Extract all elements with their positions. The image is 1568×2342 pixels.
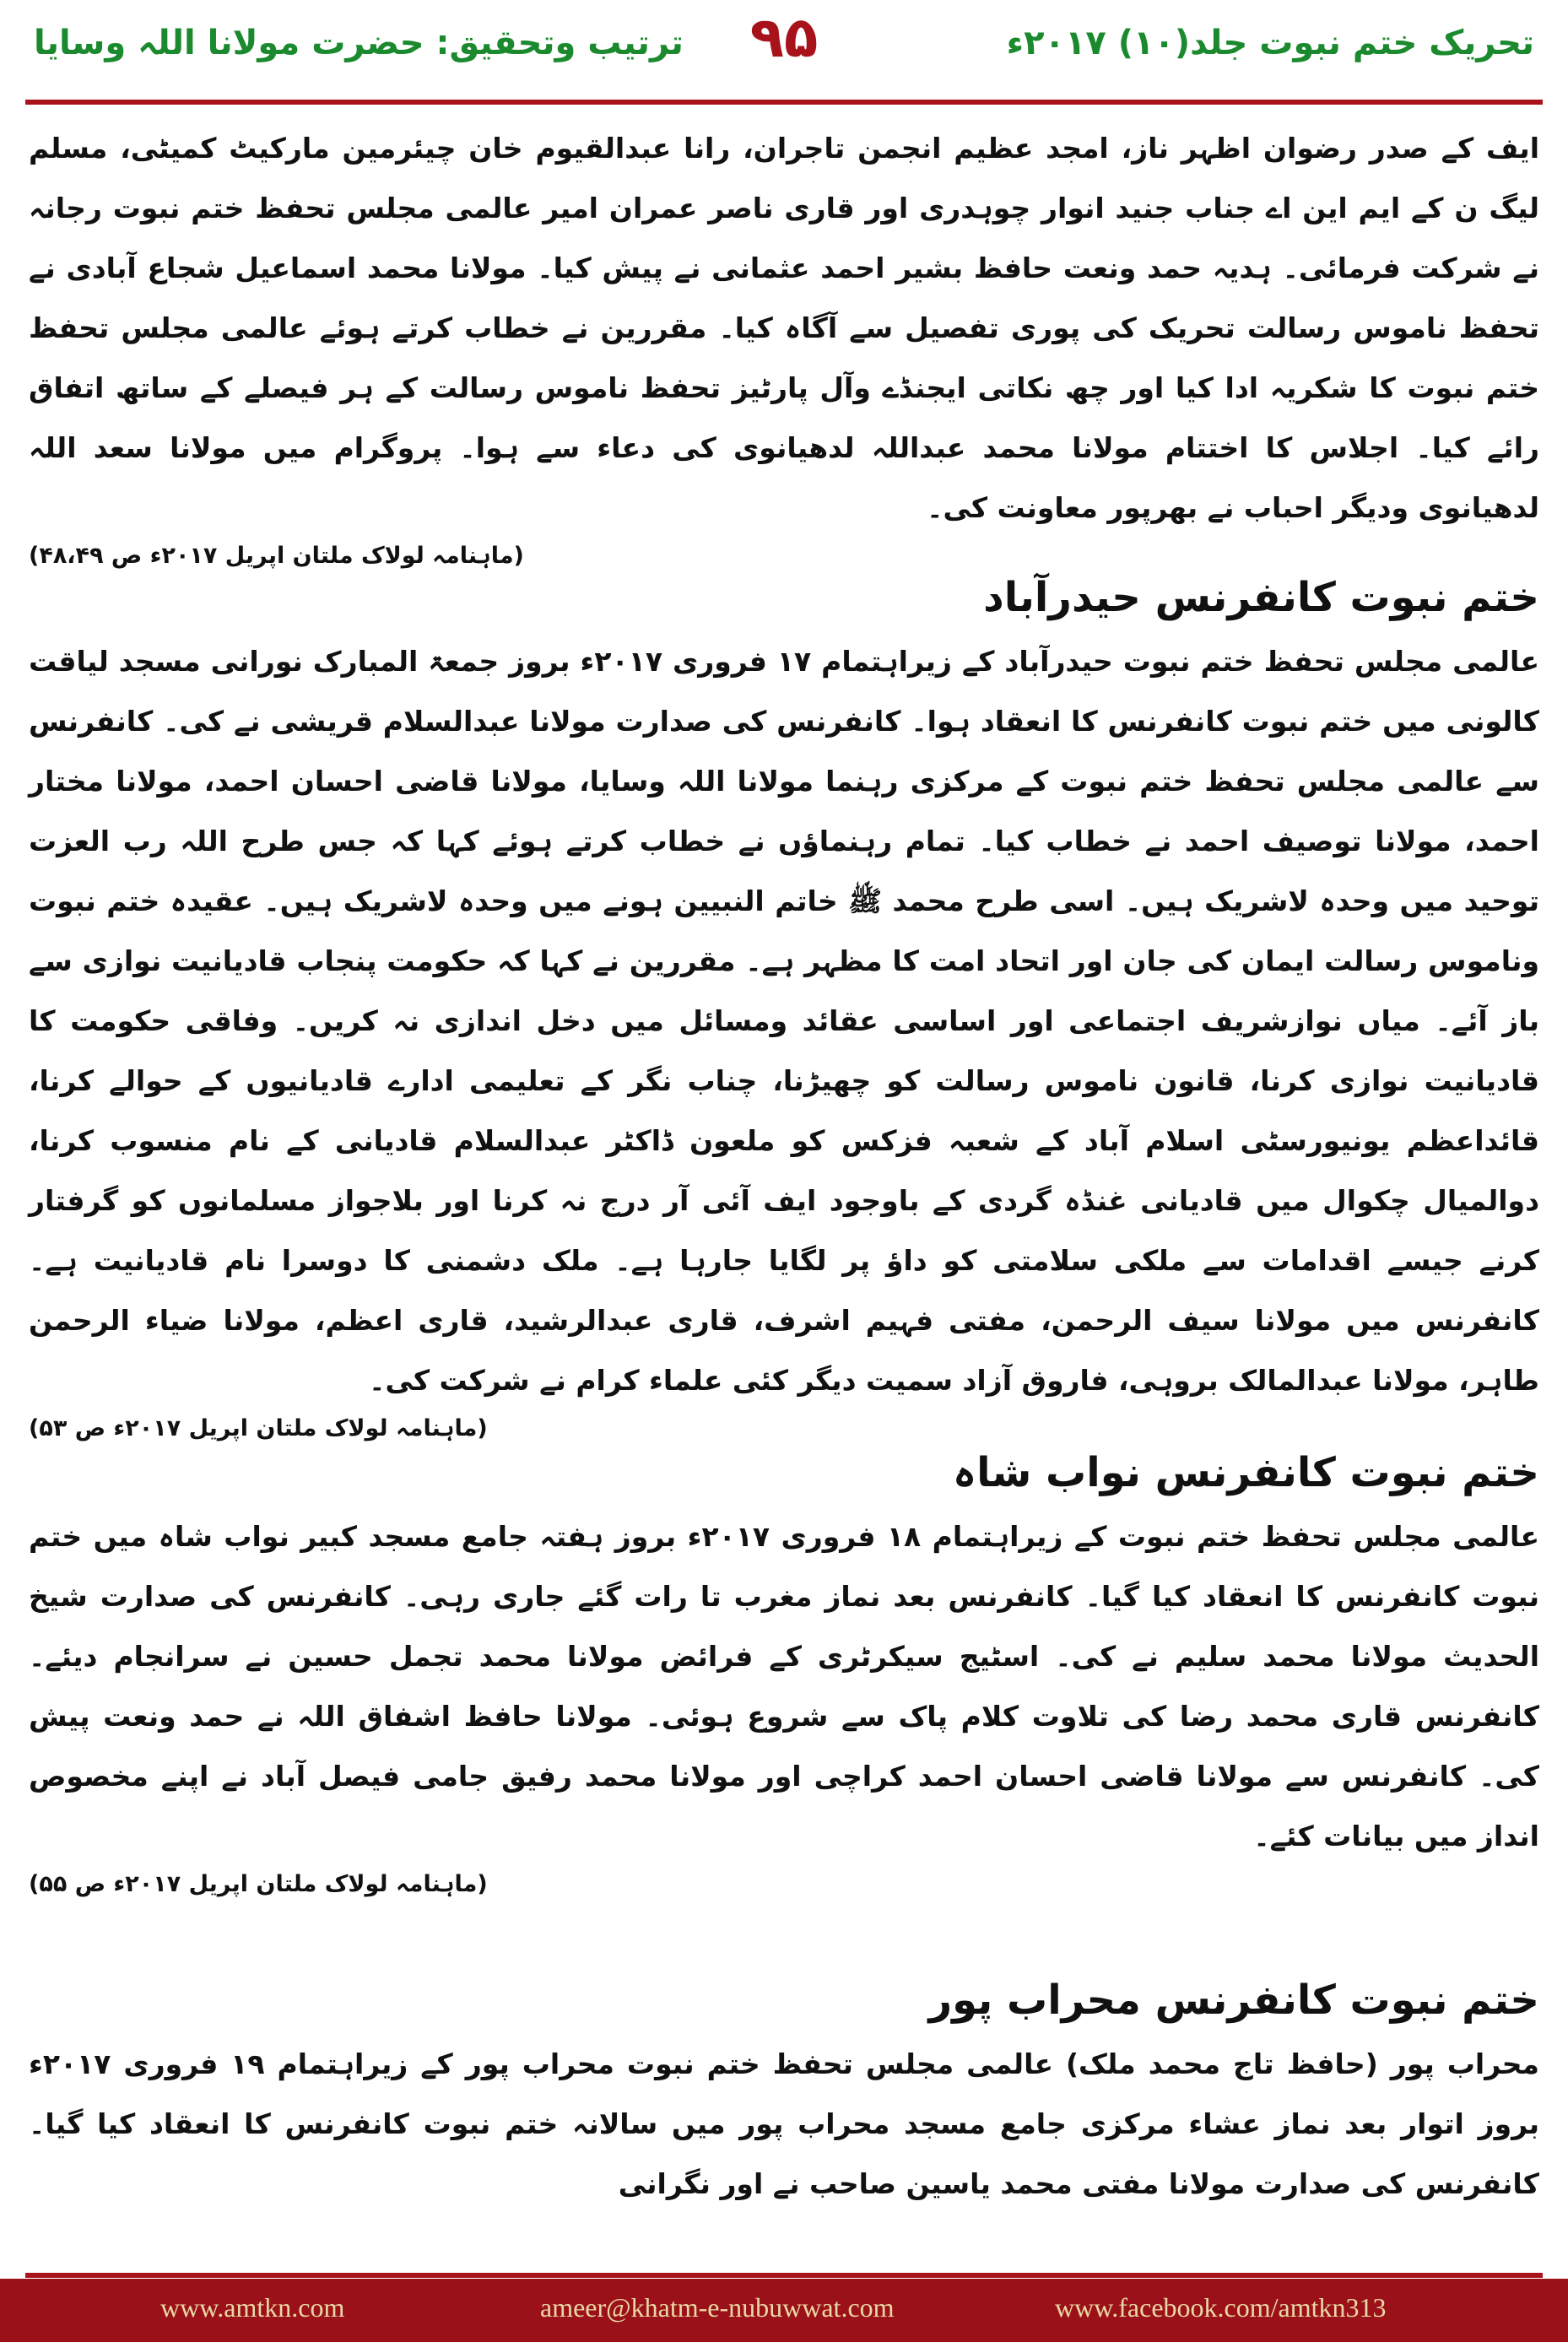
header-book-title: تحریک ختم نبوت جلد(۱۰) ۲۰۱۷ء <box>1006 24 1534 62</box>
header-divider <box>25 100 1543 105</box>
footer-facebook-link[interactable]: www.facebook.com/amtkn313 <box>1055 2292 1387 2323</box>
page-footer <box>0 2279 1568 2342</box>
section-3-citation: (ماہنامہ لولاک ملتان اپریل ۲۰۱۷ء ص ۵۵) <box>29 1871 488 1897</box>
section-4 <box>29 1966 1539 2214</box>
section-2-citation: (ماہنامہ لولاک ملتان اپریل ۲۰۱۷ء ص ۵۳) <box>29 1415 488 1441</box>
section-4-heading: ختم نبوت کانفرنس محراب پور <box>928 1977 1539 2024</box>
section-2-paragraph: عالمی مجلس تحفظ ختم نبوت حیدرآباد کے زیراہتمام ۱۷ فروری ۲۰۱۷ء بروز جمعۃ المبارک نورانی مسجد لیاقت کالونی میں ختم نبوت کانفرنس کا انعقاد ہوا۔ کانفرنس کی صدارت مولانا عبدالسلام قریشی نے کی۔ کانفرنس سے عالمی مجلس تحفظ ختم نبوت کے مرکزی رہنما مولانا اللہ وسایا، مولانا قاضی احسان احمد، مولانا مختار احمد، مولانا توصیف احمد نے خطاب کیا۔ تمام رہنماؤں نے خطاب کرتے ہوئے کہا کہ جس طرح اللہ رب العزت توحید میں وحدہ لاشریک ہیں۔ اسی طرح محمد ﷺ خاتم النبیین ہونے میں وحدہ لاشریک ہیں۔ عقیدہ ختم نبوت وناموس رسالت ایمان کی جان اور اتحاد امت کا مظہر ہے۔ مقررین نے کہا کہ حکومت پنجاب قادیانیت نوازی سے باز آئے۔ میاں نوازشریف اجتماعی اور اساسی عقائد ومسائل میں دخل اندازی نہ کریں۔ وفاقی حکومت کا قادیانیت نوازی کرنا، قانون ناموس رسالت کو چھیڑنا، چناب نگر کے تعلیمی ادارے قادیانیوں کے حوالے کرنا، قائداعظم یونیورسٹی اسلام آباد کے شعبہ فزکس کو ملعون ڈاکٹر عبدالسلام قادیانی کے نام منسوب کرنا، دوالمیال چکوال میں قادیانی غنڈہ گردی کے باوجود ایف آئی آر درج نہ کرنا اور بلاجواز مسلمانوں کو گرفتار کرنے جیسے اقدامات سے ملکی سلامتی کو داؤ پر لگایا جارہا ہے۔ ملک دشمنی کا دوسرا نام قادیانیت ہے۔ کانفرنس میں مولانا سیف الرحمن، مفتی فہیم اشرف، قاری عبدالرشید، قاری اعظم، مولانا ضیاء الرحمن طاہر، مولانا عبدالمالک بروہی، فاروق آزاد سمیت دیگر کئی علماء کرام نے شرکت کی۔ <box>29 645 1539 1397</box>
footer-website-link[interactable]: www.amtkn.com <box>160 2292 345 2323</box>
page-header <box>0 0 1568 93</box>
header-author: ترتیب وتحقیق: حضرت مولانا اللہ وسایا <box>34 24 684 62</box>
section-1-paragraph: ایف کے صدر رضوان اظہر ناز، امجد عظیم انجمن تاجران، رانا عبدالقیوم خان چیئرمین مارکیٹ کمیٹی، مسلم لیگ ن کے ایم این اے جناب جنید انوار چوہدری اور قاری ناصر عمران امیر عالمی مجلس تحفظ ختم نبوت رجانہ نے شرکت فرمائی۔ ہدیہ حمد ونعت حافظ بشیر احمد عثمانی نے پیش کیا۔ مولانا محمد اسماعیل شجاع آبادی نے تحفظ ناموس رسالت تحریک کی پوری تفصیل سے آگاہ کیا۔ مقررین نے خطاب کرتے ہوئے عالمی مجلس تحفظ ختم نبوت کا شکریہ ادا کیا اور چھ نکاتی ایجنڈے وآل پارٹیز تحفظ ناموس رسالت کے ہر فیصلے کے ساتھ اتفاق رائے کیا۔ اجلاس کا اختتام مولانا محمد عبداللہ لدھیانوی کی دعاء سے ہوا۔ پروگرام میں مولانا سعد اللہ لدھیانوی ودیگر احباب نے بھرپور معاونت کی۔ <box>29 132 1539 524</box>
footer-email-link[interactable]: ameer@khatm-e-nubuwwat.com <box>540 2292 895 2323</box>
section-2-heading: ختم نبوت کانفرنس حیدرآباد <box>983 574 1539 621</box>
section-2 <box>29 564 1539 1447</box>
section-3 <box>29 1439 1539 1903</box>
section-1 <box>29 118 1539 575</box>
footer-divider <box>25 2273 1543 2278</box>
section-4-paragraph: محراب پور (حافظ تاج محمد ملک) عالمی مجلس تحفظ ختم نبوت محراب پور کے زیراہتمام ۱۹ فروری ۲۰۱۷ء بروز اتوار بعد نماز عشاء مرکزی جامع مسجد محراب پور میں سالانہ ختم نبوت کانفرنس کا انعقاد کیا گیا۔ کانفرنس کی صدارت مولانا مفتی محمد یاسین صاحب نے اور نگرانی <box>29 2047 1539 2200</box>
section-3-paragraph: عالمی مجلس تحفظ ختم نبوت کے زیراہتمام ۱۸ فروری ۲۰۱۷ء بروز ہفتہ جامع مسجد کبیر نواب شاہ میں ختم نبوت کانفرنس کا انعقاد کیا گیا۔ کانفرنس بعد نماز مغرب تا رات گئے جاری رہی۔ کانفرنس کی صدارت شیخ الحدیث مولانا محمد سلیم نے کی۔ اسٹیج سیکرٹری کے فرائض مولانا محمد تجمل حسین نے سرانجام دیئے۔ کانفرنس قاری محمد رضا کی تلاوت کلام پاک سے شروع ہوئی۔ مولانا حافظ اشفاق اللہ نے حمد ونعت پیش کی۔ کانفرنس سے مولانا قاضی احسان احمد کراچی اور مولانا محمد رفیق جامی فیصل آباد نے اپنے مخصوص انداز میں بیانات کئے۔ <box>29 1520 1539 1853</box>
page-number: ۹۵ <box>749 5 819 70</box>
section-1-citation: (ماہنامہ لولاک ملتان اپریل ۲۰۱۷ء ص ۴۸،۴۹) <box>29 543 524 569</box>
section-3-heading: ختم نبوت کانفرنس نواب شاہ <box>952 1449 1539 1496</box>
